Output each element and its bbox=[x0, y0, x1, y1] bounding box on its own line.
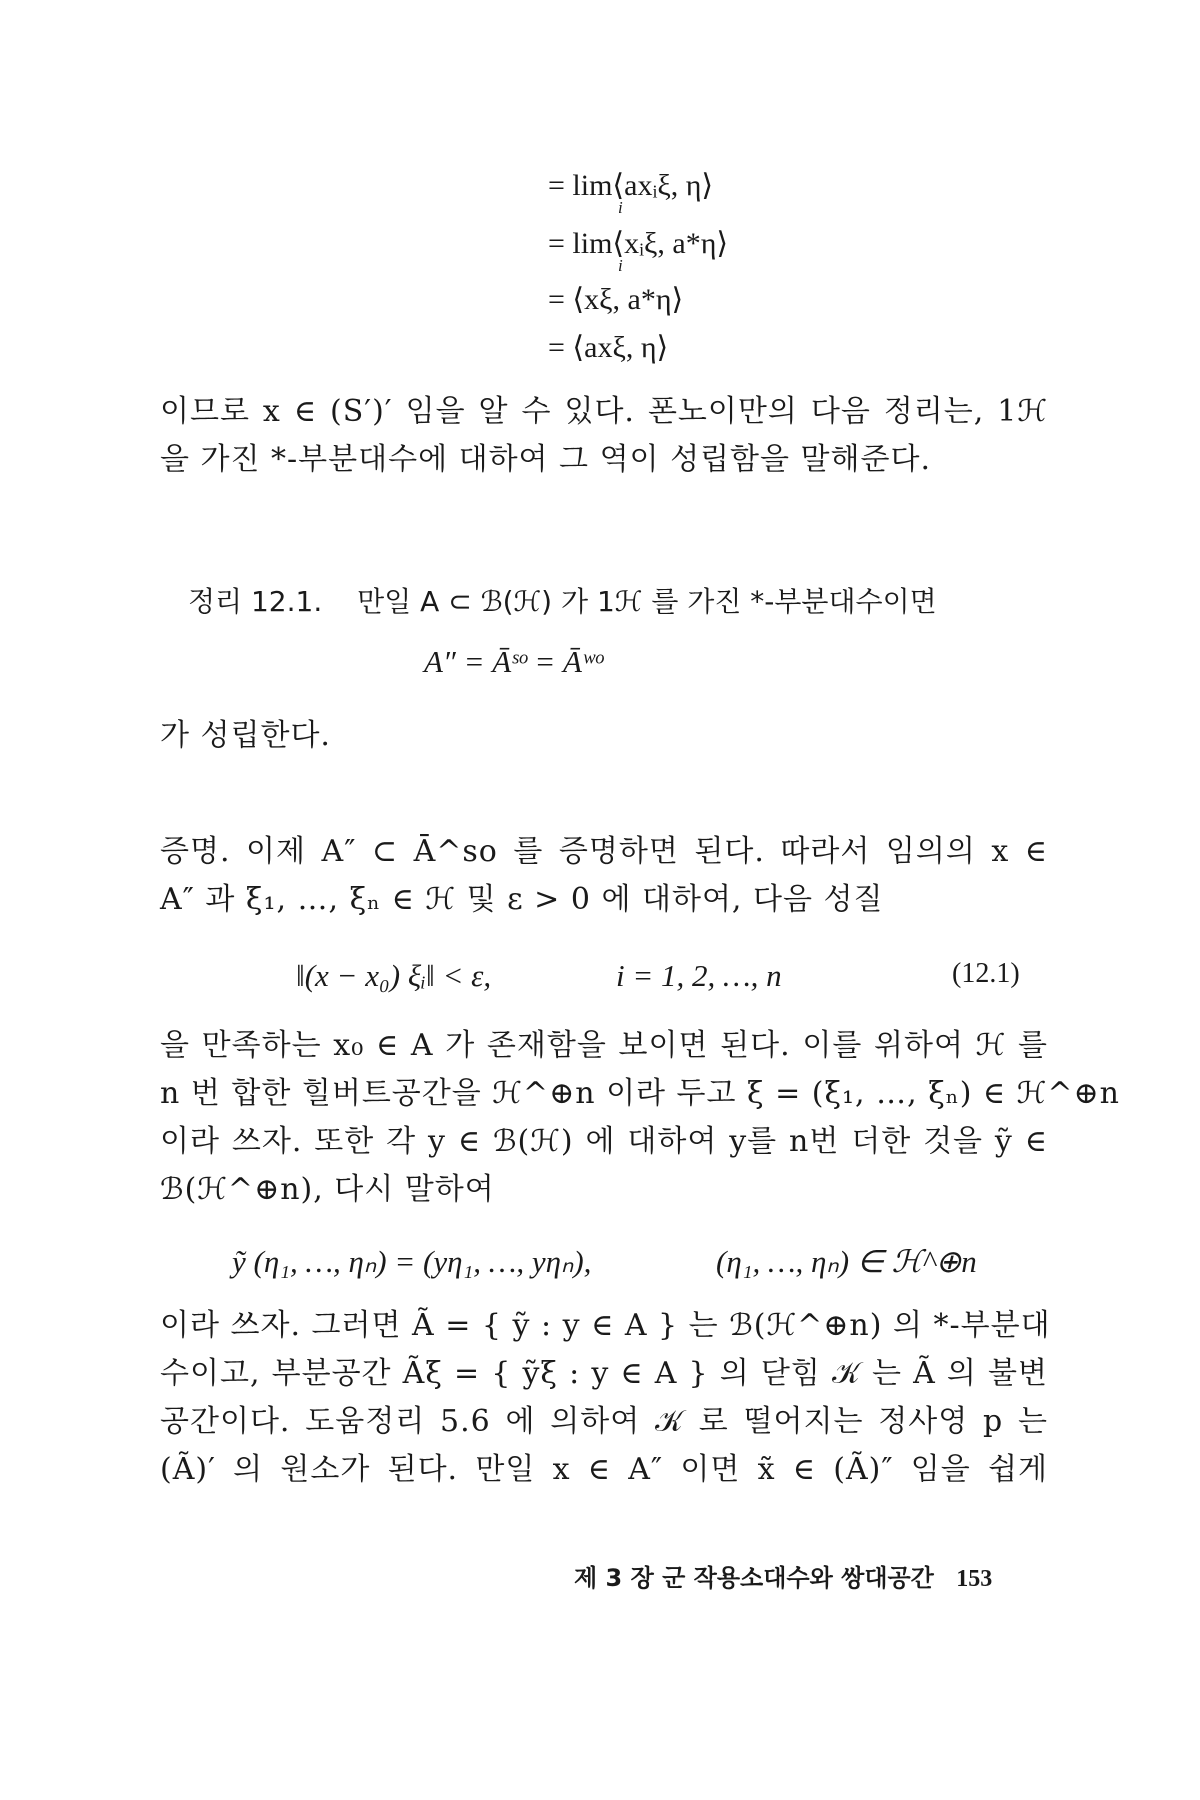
equation-line-4: = ⟨axξ, η⟩ bbox=[548, 331, 669, 364]
equation-12-1-rhs: i = 1, 2, …, n bbox=[616, 958, 782, 993]
equation-12-1-lhs: ‖(x − x₀) ξᵢ‖ < ε, bbox=[296, 958, 492, 993]
text-line: 이라 쓰자. 또한 각 y ∈ ℬ(ℋ) 에 대하여 y를 n번 더한 것을 ỹ ∈ bbox=[160, 1124, 1048, 1159]
page-footer bbox=[574, 1558, 992, 1593]
equation-line-2: = lim⟨xᵢξ, a*η⟩ i bbox=[548, 227, 729, 275]
text-line: 이므로 x ∈ (S′)′ 임을 알 수 있다. 폰노이만의 다음 정리는, 1ℋ bbox=[160, 394, 1048, 429]
paragraph-hilbert-sum bbox=[160, 1022, 1120, 1214]
text-line: ℬ(ℋ^⊕n), 다시 말하여 bbox=[160, 1172, 495, 1207]
text-line: 수이고, 부분공간 Ãξ = { ỹξ : y ∈ A } 의 닫힘 𝒦 는 Ã 의 불변 bbox=[160, 1356, 1048, 1391]
text-line: n 번 합한 힐버트공간을 ℋ^⊕n 이라 두고 ξ = (ξ₁, …, ξₙ) ∈ ℋ^⊕n bbox=[160, 1076, 1120, 1111]
text-line: 증명. 이제 A″ ⊂ Ā^so 를 증명하면 된다. 따라서 임의의 x ∈ bbox=[160, 834, 1048, 869]
equation-line-3: = ⟨xξ, a*η⟩ bbox=[548, 283, 684, 316]
page-number: 153 bbox=[956, 1566, 993, 1592]
theorem-formula: A″ = Āˢᵒ = Āʷᵒ bbox=[424, 644, 603, 679]
theorem-statement bbox=[188, 580, 937, 620]
text-line: A″ 과 ξ₁, …, ξₙ ∈ ℋ 및 ε > 0 에 대하여, 다음 성질 bbox=[160, 882, 884, 917]
equation-line-1: = lim⟨axᵢξ, η⟩ i bbox=[548, 169, 714, 217]
theorem-text: 만일 A ⊂ ℬ(ℋ) 가 1ℋ 를 가진 *-부분대수이면 bbox=[357, 585, 937, 618]
text-line: 이라 쓰자. 그러면 Ã = { ỹ : y ∈ A } 는 ℬ(ℋ^⊕n) 의 *-부분대 bbox=[160, 1308, 1051, 1343]
text-line: 공간이다. 도움정리 5.6 에 의하여 𝒦 로 떨어지는 정사영 p 는 bbox=[160, 1404, 1048, 1439]
equation-number: (12.1) bbox=[952, 958, 1020, 989]
text-line: (Ã)′ 의 원소가 된다. 만일 x ∈ A″ 이면 x̃ ∈ (Ã)″ 임을 쉽게 bbox=[160, 1452, 1048, 1487]
limit-subscript: i bbox=[618, 198, 623, 217]
theorem-heading: 정리 12.1. bbox=[188, 585, 323, 618]
paragraph-intro bbox=[160, 388, 1048, 484]
proof-intro bbox=[160, 828, 1048, 924]
text-line: 을 만족하는 x₀ ∈ A 가 존재함을 보이면 된다. 이를 위하여 ℋ 를 bbox=[160, 1028, 1048, 1063]
equation-tilde-lhs: ỹ (η₁, …, ηₙ) = (yη₁, …, yηₙ), bbox=[232, 1244, 592, 1279]
running-footer-chapter: 제 3 장 군 작용소대수와 쌍대공간 bbox=[574, 1564, 934, 1592]
theorem-conclusion: 가 성립한다. bbox=[160, 718, 331, 753]
text-line: 을 가진 *-부분대수에 대하여 그 역이 성립함을 말해준다. bbox=[160, 442, 931, 477]
limit-subscript: i bbox=[618, 256, 623, 275]
paragraph-invariant-subspace bbox=[160, 1302, 1051, 1494]
equation-tilde-rhs: (η₁, …, ηₙ) ∈ ℋ^⊕n bbox=[716, 1244, 977, 1279]
